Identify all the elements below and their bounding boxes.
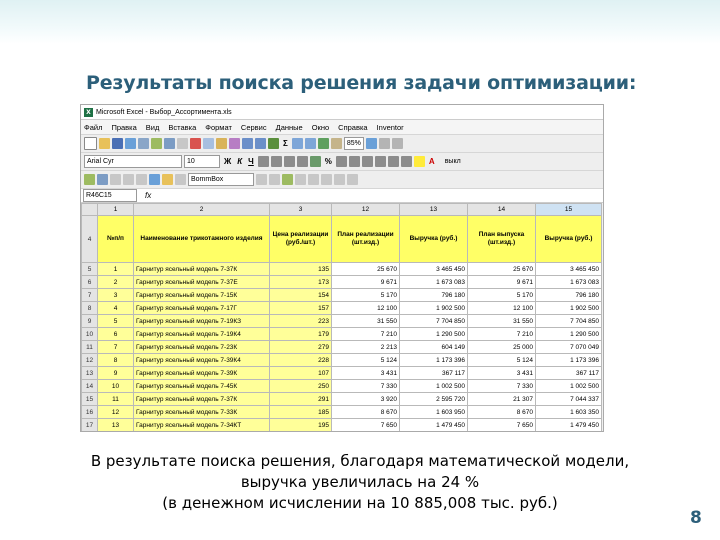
- cell-price[interactable]: 195: [270, 419, 332, 432]
- italic-button[interactable]: К: [237, 157, 243, 166]
- caption-line-3: (в денежном исчислении на 10 885,008 тыс. руб.): [162, 494, 558, 512]
- table-row: [82, 380, 602, 393]
- format-painter-icon[interactable]: [229, 138, 240, 149]
- cell-plan[interactable]: 31 550: [332, 315, 400, 328]
- form-icon-12[interactable]: [295, 174, 306, 185]
- cell-plan-output[interactable]: 25 000: [468, 341, 536, 354]
- header-cell[interactable]: №п/п: [98, 216, 134, 263]
- row-header[interactable]: 8: [82, 302, 98, 315]
- excel-screenshot: [80, 104, 604, 432]
- cell-plan[interactable]: 9 671: [332, 276, 400, 289]
- row-header[interactable]: 11: [82, 341, 98, 354]
- cell-plan[interactable]: 7 330: [332, 380, 400, 393]
- column-header[interactable]: 1: [98, 204, 134, 216]
- cell-revenue-2[interactable]: 1 479 450: [536, 419, 602, 432]
- cell-plan[interactable]: 8 670: [332, 406, 400, 419]
- help-icon[interactable]: [366, 138, 377, 149]
- form-icon[interactable]: [84, 174, 95, 185]
- open-folder-icon[interactable]: [99, 138, 110, 149]
- permission-icon[interactable]: [125, 138, 136, 149]
- cell-plan-output[interactable]: 3 431: [468, 367, 536, 380]
- spelling-icon[interactable]: [164, 138, 175, 149]
- table-row: [82, 406, 602, 419]
- print-preview-icon[interactable]: [151, 138, 162, 149]
- cell-name[interactable]: Гарнитур ясельный модель 7-39К4: [134, 354, 270, 367]
- form-icon-10[interactable]: [269, 174, 280, 185]
- cell-revenue[interactable]: 796 180: [400, 289, 468, 302]
- cell-plan[interactable]: 25 670: [332, 263, 400, 276]
- cell-name[interactable]: Гарнитур ясельный модель 7-15К: [134, 289, 270, 302]
- form-icon-13[interactable]: [308, 174, 319, 185]
- underline-button[interactable]: Ч: [248, 157, 254, 166]
- cell-plan-output[interactable]: 25 670: [468, 263, 536, 276]
- cell-name[interactable]: Гарнитур ясельный модель 7-34КТ: [134, 419, 270, 432]
- font-color-icon[interactable]: A: [428, 157, 435, 166]
- percent-icon[interactable]: %: [324, 157, 332, 166]
- menu-data[interactable]: Данные: [275, 122, 303, 132]
- form-icon-5[interactable]: [136, 174, 147, 185]
- cell-name[interactable]: Гарнитур ясельный модель 7-37К: [134, 393, 270, 406]
- caption-line-2: выручка увеличилась на 24 %: [240, 473, 480, 491]
- menu-tools[interactable]: Сервис: [240, 122, 267, 132]
- cell-revenue[interactable]: [400, 432, 468, 433]
- table-row: [82, 328, 602, 341]
- column-header[interactable]: 14: [468, 204, 536, 216]
- cell-price[interactable]: 157: [270, 302, 332, 315]
- toolbar-extra-icon[interactable]: [379, 138, 390, 149]
- paste-icon[interactable]: [216, 138, 227, 149]
- header-cell[interactable]: Выручка (руб.): [400, 216, 468, 263]
- cell-plan[interactable]: 3 431: [332, 367, 400, 380]
- toolbar-extra-icon-2[interactable]: [392, 138, 403, 149]
- table-row: [82, 432, 602, 433]
- fx-icon[interactable]: fx: [145, 191, 152, 200]
- menu-format[interactable]: Формат: [205, 122, 232, 132]
- row-header[interactable]: 7: [82, 289, 98, 302]
- cell-revenue-2[interactable]: 7 070 049: [536, 341, 602, 354]
- header-cell[interactable]: Наименование трикотажного изделия: [134, 216, 270, 263]
- header-cell[interactable]: План выпуска (шт.изд.): [468, 216, 536, 263]
- cell-price[interactable]: 107: [270, 367, 332, 380]
- header-cell[interactable]: Выручка (руб.): [536, 216, 602, 263]
- cell-name[interactable]: [134, 432, 270, 433]
- cell-revenue[interactable]: 7 704 850: [400, 315, 468, 328]
- table-row: [82, 367, 602, 380]
- decrease-indent-icon[interactable]: [375, 156, 386, 167]
- formula-bar: [81, 189, 603, 203]
- table-row: [82, 289, 602, 302]
- table-row: [82, 419, 602, 432]
- menu-insert[interactable]: Вставка: [168, 122, 197, 132]
- cell-name[interactable]: Гарнитур ясельный модель 7-37Е: [134, 276, 270, 289]
- cell-plan[interactable]: 5 124: [332, 354, 400, 367]
- right-label: выкл: [444, 158, 461, 165]
- align-left-icon[interactable]: [258, 156, 269, 167]
- zoom-select[interactable]: 85%: [344, 137, 364, 150]
- cell-plan-output[interactable]: 7 210: [468, 328, 536, 341]
- cell-number[interactable]: 10: [98, 380, 134, 393]
- cell-plan-output[interactable]: 7 650: [468, 419, 536, 432]
- standard-toolbar: [81, 135, 603, 153]
- cell-price[interactable]: 154: [270, 289, 332, 302]
- decrease-decimal-icon[interactable]: [362, 156, 373, 167]
- cell-price[interactable]: [270, 432, 332, 433]
- extra-toolbar: [81, 171, 603, 189]
- form-icon-16[interactable]: [347, 174, 358, 185]
- fill-color-icon[interactable]: [414, 156, 425, 167]
- undo-icon[interactable]: [242, 138, 253, 149]
- table-row: [82, 315, 602, 328]
- research-icon[interactable]: [177, 138, 188, 149]
- row-header[interactable]: 5: [82, 263, 98, 276]
- table-header-row: [82, 216, 602, 263]
- font-name-select[interactable]: Arial Cyr: [84, 155, 182, 168]
- drawing-icon[interactable]: [331, 138, 342, 149]
- form-icon-14[interactable]: [321, 174, 332, 185]
- font-size-select[interactable]: 10: [184, 155, 220, 168]
- cell-revenue[interactable]: 3 465 450: [400, 263, 468, 276]
- style-select[interactable]: BommBox: [188, 173, 254, 186]
- cell-price[interactable]: 185: [270, 406, 332, 419]
- spreadsheet-grid: [81, 203, 602, 432]
- menu-file[interactable]: Файл: [84, 122, 103, 132]
- table-row: [82, 263, 602, 276]
- cell-price[interactable]: 135: [270, 263, 332, 276]
- formatting-toolbar: [81, 153, 603, 171]
- cell-revenue-2[interactable]: 1 002 500: [536, 380, 602, 393]
- cell-revenue[interactable]: 1 002 500: [400, 380, 468, 393]
- cell-number[interactable]: 13: [98, 419, 134, 432]
- cell-name[interactable]: Гарнитур ясельный модель 7-17Г: [134, 302, 270, 315]
- bold-button[interactable]: Ж: [224, 157, 232, 166]
- row-header[interactable]: 6: [82, 276, 98, 289]
- cell-plan-output[interactable]: 31 550: [468, 315, 536, 328]
- row-header[interactable]: 17: [82, 419, 98, 432]
- cell-plan[interactable]: 3 920: [332, 393, 400, 406]
- cell-revenue[interactable]: 1 603 950: [400, 406, 468, 419]
- cell-revenue-2[interactable]: [536, 432, 602, 433]
- merge-center-icon[interactable]: [297, 156, 308, 167]
- name-box[interactable]: R46C15: [83, 189, 137, 202]
- cell-price[interactable]: 223: [270, 315, 332, 328]
- cell-number[interactable]: 1: [98, 263, 134, 276]
- cell-plan[interactable]: 7 210: [332, 328, 400, 341]
- cell-number[interactable]: 11: [98, 393, 134, 406]
- form-icon-6[interactable]: [149, 174, 160, 185]
- column-header[interactable]: 13: [400, 204, 468, 216]
- row-header[interactable]: 15: [82, 393, 98, 406]
- cell-plan-output[interactable]: 12 100: [468, 302, 536, 315]
- cell-number[interactable]: 6: [98, 328, 134, 341]
- cell-name[interactable]: Гарнитур ясельный модель 7-23К: [134, 341, 270, 354]
- window-titlebar: [81, 105, 603, 120]
- print-icon[interactable]: [138, 138, 149, 149]
- cell-number[interactable]: 4: [98, 302, 134, 315]
- cell-revenue[interactable]: 1 290 500: [400, 328, 468, 341]
- menu-inventor[interactable]: Inventor: [376, 122, 404, 132]
- form-icon-2[interactable]: [97, 174, 108, 185]
- cell-revenue[interactable]: 1 673 083: [400, 276, 468, 289]
- window-title: Microsoft Excel - Выбор_Ассортимента.xls: [96, 108, 232, 116]
- cell-revenue-2[interactable]: 7 704 850: [536, 315, 602, 328]
- form-icon-7[interactable]: [162, 174, 173, 185]
- table-row: [82, 341, 602, 354]
- cell-revenue-2[interactable]: 367 117: [536, 367, 602, 380]
- column-header[interactable]: 12: [332, 204, 400, 216]
- cell-price[interactable]: 179: [270, 328, 332, 341]
- cell-revenue-2[interactable]: 1 603 350: [536, 406, 602, 419]
- table-row: [82, 276, 602, 289]
- header-cell[interactable]: План реализации (шт.изд.): [332, 216, 400, 263]
- form-icon-9[interactable]: [256, 174, 267, 185]
- copy-icon[interactable]: [203, 138, 214, 149]
- cell-revenue[interactable]: 1 479 450: [400, 419, 468, 432]
- cell-name[interactable]: Гарнитур ясельный модель 7-39К: [134, 367, 270, 380]
- new-file-icon[interactable]: [84, 137, 97, 150]
- cell-revenue-2[interactable]: 796 180: [536, 289, 602, 302]
- column-header-row: [82, 204, 602, 216]
- align-right-icon[interactable]: [284, 156, 295, 167]
- slide-header-band: [0, 0, 720, 44]
- currency-icon[interactable]: [310, 156, 321, 167]
- cell-revenue-2[interactable]: 1 673 083: [536, 276, 602, 289]
- cell-plan-output[interactable]: 5 170: [468, 289, 536, 302]
- cell-plan[interactable]: 2 213: [332, 341, 400, 354]
- row-header[interactable]: 9: [82, 315, 98, 328]
- row-header[interactable]: 4: [82, 216, 98, 263]
- thousands-icon[interactable]: [336, 156, 347, 167]
- slide-title: Результаты поиска решения задачи оптимизации:: [86, 72, 637, 94]
- row-header[interactable]: 16: [82, 406, 98, 419]
- menu-view[interactable]: Вид: [145, 122, 160, 132]
- cell-revenue[interactable]: 1 902 500: [400, 302, 468, 315]
- cut-icon[interactable]: [190, 138, 201, 149]
- table-row: [82, 393, 602, 406]
- cell-number[interactable]: 9: [98, 367, 134, 380]
- row-header[interactable]: 13: [82, 367, 98, 380]
- row-header[interactable]: [82, 432, 98, 433]
- cell-number[interactable]: 5: [98, 315, 134, 328]
- cell-plan-output[interactable]: [468, 432, 536, 433]
- cell-name[interactable]: Гарнитур ясельный модель 7-37К: [134, 263, 270, 276]
- chart-wizard-icon[interactable]: [318, 138, 329, 149]
- cell-number[interactable]: 7: [98, 341, 134, 354]
- form-icon-11[interactable]: [282, 174, 293, 185]
- cell-price[interactable]: 173: [270, 276, 332, 289]
- cell-number[interactable]: [98, 432, 134, 433]
- excel-icon: X: [84, 108, 93, 117]
- cell-plan-output[interactable]: 7 330: [468, 380, 536, 393]
- cell-plan-output[interactable]: 5 124: [468, 354, 536, 367]
- cell-number[interactable]: 3: [98, 289, 134, 302]
- cell-number[interactable]: 2: [98, 276, 134, 289]
- column-header[interactable]: [82, 204, 98, 216]
- hyperlink-icon[interactable]: [268, 138, 279, 149]
- cell-revenue[interactable]: 367 117: [400, 367, 468, 380]
- form-icon-8[interactable]: [175, 174, 186, 185]
- row-header[interactable]: 14: [82, 380, 98, 393]
- menu-help[interactable]: Справка: [338, 122, 368, 132]
- column-header[interactable]: 2: [134, 204, 270, 216]
- form-icon-15[interactable]: [334, 174, 345, 185]
- caption-line-1: В результате поиска решения, благодаря математической модели,: [90, 452, 630, 470]
- cell-plan-output[interactable]: 9 671: [468, 276, 536, 289]
- column-header[interactable]: 15: [536, 204, 602, 216]
- table-row: [82, 302, 602, 315]
- menu-edit[interactable]: Правка: [111, 122, 137, 132]
- cell-plan[interactable]: 7 650: [332, 419, 400, 432]
- menu-bar: [81, 120, 603, 135]
- sort-asc-icon[interactable]: [292, 138, 303, 149]
- menu-window[interactable]: Окно: [311, 122, 330, 132]
- sort-desc-icon[interactable]: [305, 138, 316, 149]
- row-header[interactable]: 12: [82, 354, 98, 367]
- cell-name[interactable]: Гарнитур ясельный модель 7-33К: [134, 406, 270, 419]
- save-icon[interactable]: [112, 138, 123, 149]
- cell-number[interactable]: 12: [98, 406, 134, 419]
- page-number: 8: [690, 508, 702, 528]
- cell-plan-output[interactable]: 21 307: [468, 393, 536, 406]
- cell-plan[interactable]: [332, 432, 400, 433]
- form-icon-3[interactable]: [110, 174, 121, 185]
- cell-name[interactable]: Гарнитур ясельный модель 7-19КЗ: [134, 315, 270, 328]
- table-row: [82, 354, 602, 367]
- cell-number[interactable]: 8: [98, 354, 134, 367]
- column-header[interactable]: 3: [270, 204, 332, 216]
- align-center-icon[interactable]: [271, 156, 282, 167]
- cell-plan-output[interactable]: 8 670: [468, 406, 536, 419]
- cell-name[interactable]: Гарнитур ясельный модель 7-19К4: [134, 328, 270, 341]
- cell-price[interactable]: 291: [270, 393, 332, 406]
- cell-revenue-2[interactable]: 1 902 500: [536, 302, 602, 315]
- cell-revenue-2[interactable]: 3 465 450: [536, 263, 602, 276]
- header-cell[interactable]: Цена реализации (руб./шт.): [270, 216, 332, 263]
- cell-revenue[interactable]: 1 173 396: [400, 354, 468, 367]
- row-header[interactable]: 10: [82, 328, 98, 341]
- cell-price[interactable]: 250: [270, 380, 332, 393]
- cell-price[interactable]: 228: [270, 354, 332, 367]
- cell-plan[interactable]: 12 100: [332, 302, 400, 315]
- cell-revenue[interactable]: 604 149: [400, 341, 468, 354]
- redo-icon[interactable]: [255, 138, 266, 149]
- borders-icon[interactable]: [401, 156, 412, 167]
- cell-revenue-2[interactable]: 1 290 500: [536, 328, 602, 341]
- cell-revenue-2[interactable]: 1 173 396: [536, 354, 602, 367]
- cell-revenue[interactable]: 2 595 720: [400, 393, 468, 406]
- increase-indent-icon[interactable]: [388, 156, 399, 167]
- autosum-icon[interactable]: Σ: [283, 139, 288, 148]
- cell-name[interactable]: Гарнитур ясельный модель 7-45К: [134, 380, 270, 393]
- cell-revenue-2[interactable]: 7 044 337: [536, 393, 602, 406]
- increase-decimal-icon[interactable]: [349, 156, 360, 167]
- form-icon-4[interactable]: [123, 174, 134, 185]
- cell-plan[interactable]: 5 170: [332, 289, 400, 302]
- cell-price[interactable]: 279: [270, 341, 332, 354]
